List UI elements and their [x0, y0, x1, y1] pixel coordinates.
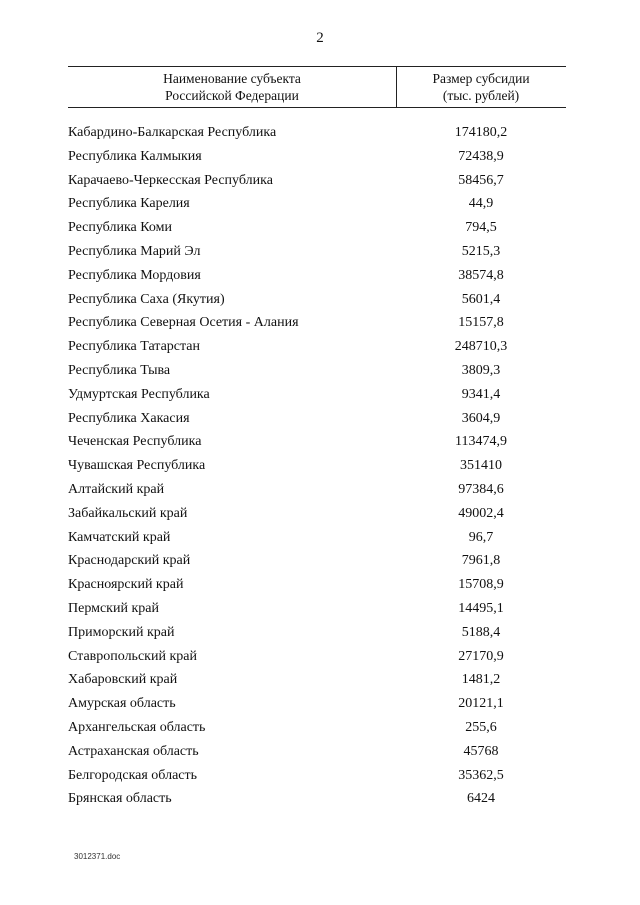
subsidy-value: 351410 [460, 458, 502, 474]
table-row [68, 645, 566, 669]
subsidy-value: 794,5 [465, 220, 497, 236]
region-name: Архангельская область [68, 719, 206, 735]
region-name: Республика Коми [68, 220, 172, 236]
region-name: Белгородская область [68, 767, 198, 783]
region-name: Чеченская Республика [68, 434, 202, 450]
subsidy-value: 27170,9 [458, 648, 504, 664]
region-name: Чувашская Республика [68, 458, 206, 474]
table-row [68, 311, 566, 335]
subsidy-value: 174180,2 [454, 125, 508, 140]
subsidy-value: 1481,2 [461, 672, 501, 688]
document-code: 3012371.doc [74, 852, 121, 861]
table-row [68, 240, 566, 264]
region-name: Республика Саха (Якутия) [68, 291, 225, 307]
table-row [68, 502, 566, 526]
region-name: Амурская область [68, 696, 176, 712]
region-name: Хабаровский край [68, 672, 178, 688]
table-header [68, 66, 566, 108]
table-row [68, 430, 566, 454]
region-name: Астраханская область [68, 743, 199, 759]
table-row [68, 121, 566, 145]
subsidy-value: 97384,6 [458, 481, 504, 497]
region-name: Кабардино-Балкарская Республика [68, 125, 277, 140]
region-name: Республика Мордовия [68, 267, 201, 283]
subsidy-value: 5215,3 [461, 243, 501, 259]
table-row [68, 216, 566, 240]
table-row [68, 740, 566, 764]
subsidy-value: 255,6 [465, 719, 497, 735]
region-name: Брянская область [68, 791, 172, 807]
subsidy-value: 96,7 [468, 529, 494, 545]
table-row [68, 454, 566, 478]
region-name: Республика Татарстан [68, 339, 201, 355]
region-name: Красноярский край [68, 577, 184, 593]
subsidy-value: 15157,8 [458, 315, 504, 331]
table-row [68, 288, 566, 312]
table-row [68, 692, 566, 716]
region-name: Республика Калмыкия [68, 148, 202, 164]
subsidy-value: 7961,8 [461, 553, 501, 569]
table-row [68, 549, 566, 573]
subsidy-value: 15708,9 [458, 577, 504, 593]
region-name: Карачаево-Черкесская Республика [68, 172, 273, 188]
region-name: Удмуртская Республика [68, 386, 210, 402]
table-row [68, 478, 566, 502]
subsidy-value: 72438,9 [458, 148, 504, 164]
header-subsidy-amount-line2: (тыс. рублей) [442, 88, 520, 103]
header-region-name [68, 70, 396, 104]
table-row [68, 573, 566, 597]
table-row [68, 145, 566, 169]
table-row [68, 526, 566, 550]
subsidy-value: 5601,4 [461, 291, 501, 307]
table-row [68, 764, 566, 788]
region-name: Республика Северная Осетия - Алания [68, 315, 299, 331]
region-name: Приморский край [68, 624, 175, 640]
table-row [68, 597, 566, 621]
subsidy-value: 44,9 [468, 196, 494, 212]
subsidy-value: 49002,4 [458, 505, 504, 521]
header-region-name-line1: Наименование субъекта [163, 71, 301, 86]
region-name: Республика Карелия [68, 196, 190, 212]
table-row [68, 169, 566, 193]
subsidy-value: 6424 [467, 791, 495, 807]
table-row [68, 335, 566, 359]
table-row [68, 407, 566, 431]
region-name: Республика Марий Эл [68, 243, 201, 259]
subsidy-value: 35362,5 [458, 767, 504, 783]
header-region-name-line2: Российской Федерации [165, 88, 299, 103]
subsidy-value: 5188,4 [461, 624, 501, 640]
table-row [68, 621, 566, 645]
subsidy-value: 20121,1 [458, 696, 504, 712]
table-row [68, 383, 566, 407]
table-body [68, 121, 566, 811]
table-row [68, 192, 566, 216]
subsidy-value: 113474,9 [455, 434, 507, 450]
region-name: Ставропольский край [68, 648, 197, 664]
header-subsidy-amount [396, 70, 566, 104]
subsidy-value: 58456,7 [458, 172, 504, 188]
region-name: Забайкальский край [68, 505, 188, 521]
table-row [68, 668, 566, 692]
subsidy-value: 38574,8 [458, 267, 504, 283]
page-number: 2 [316, 30, 324, 46]
region-name: Алтайский край [68, 481, 165, 497]
subsidy-value: 248710,3 [454, 339, 508, 355]
region-name: Пермский край [68, 600, 159, 616]
region-name: Республика Хакасия [68, 410, 190, 426]
table-row [68, 716, 566, 740]
subsidy-value: 3604,9 [461, 410, 501, 426]
subsidy-value: 3809,3 [461, 362, 501, 378]
region-name: Камчатский край [68, 529, 171, 545]
table-row [68, 264, 566, 288]
region-name: Республика Тыва [68, 362, 171, 378]
subsidy-value: 9341,4 [461, 386, 501, 402]
subsidy-table [68, 66, 566, 811]
subsidy-value: 45768 [463, 743, 499, 759]
header-subsidy-amount-line1: Размер субсидии [432, 71, 530, 86]
region-name: Краснодарский край [68, 553, 191, 569]
table-row [68, 359, 566, 383]
subsidy-value: 14495,1 [458, 600, 504, 616]
table-row [68, 787, 566, 811]
